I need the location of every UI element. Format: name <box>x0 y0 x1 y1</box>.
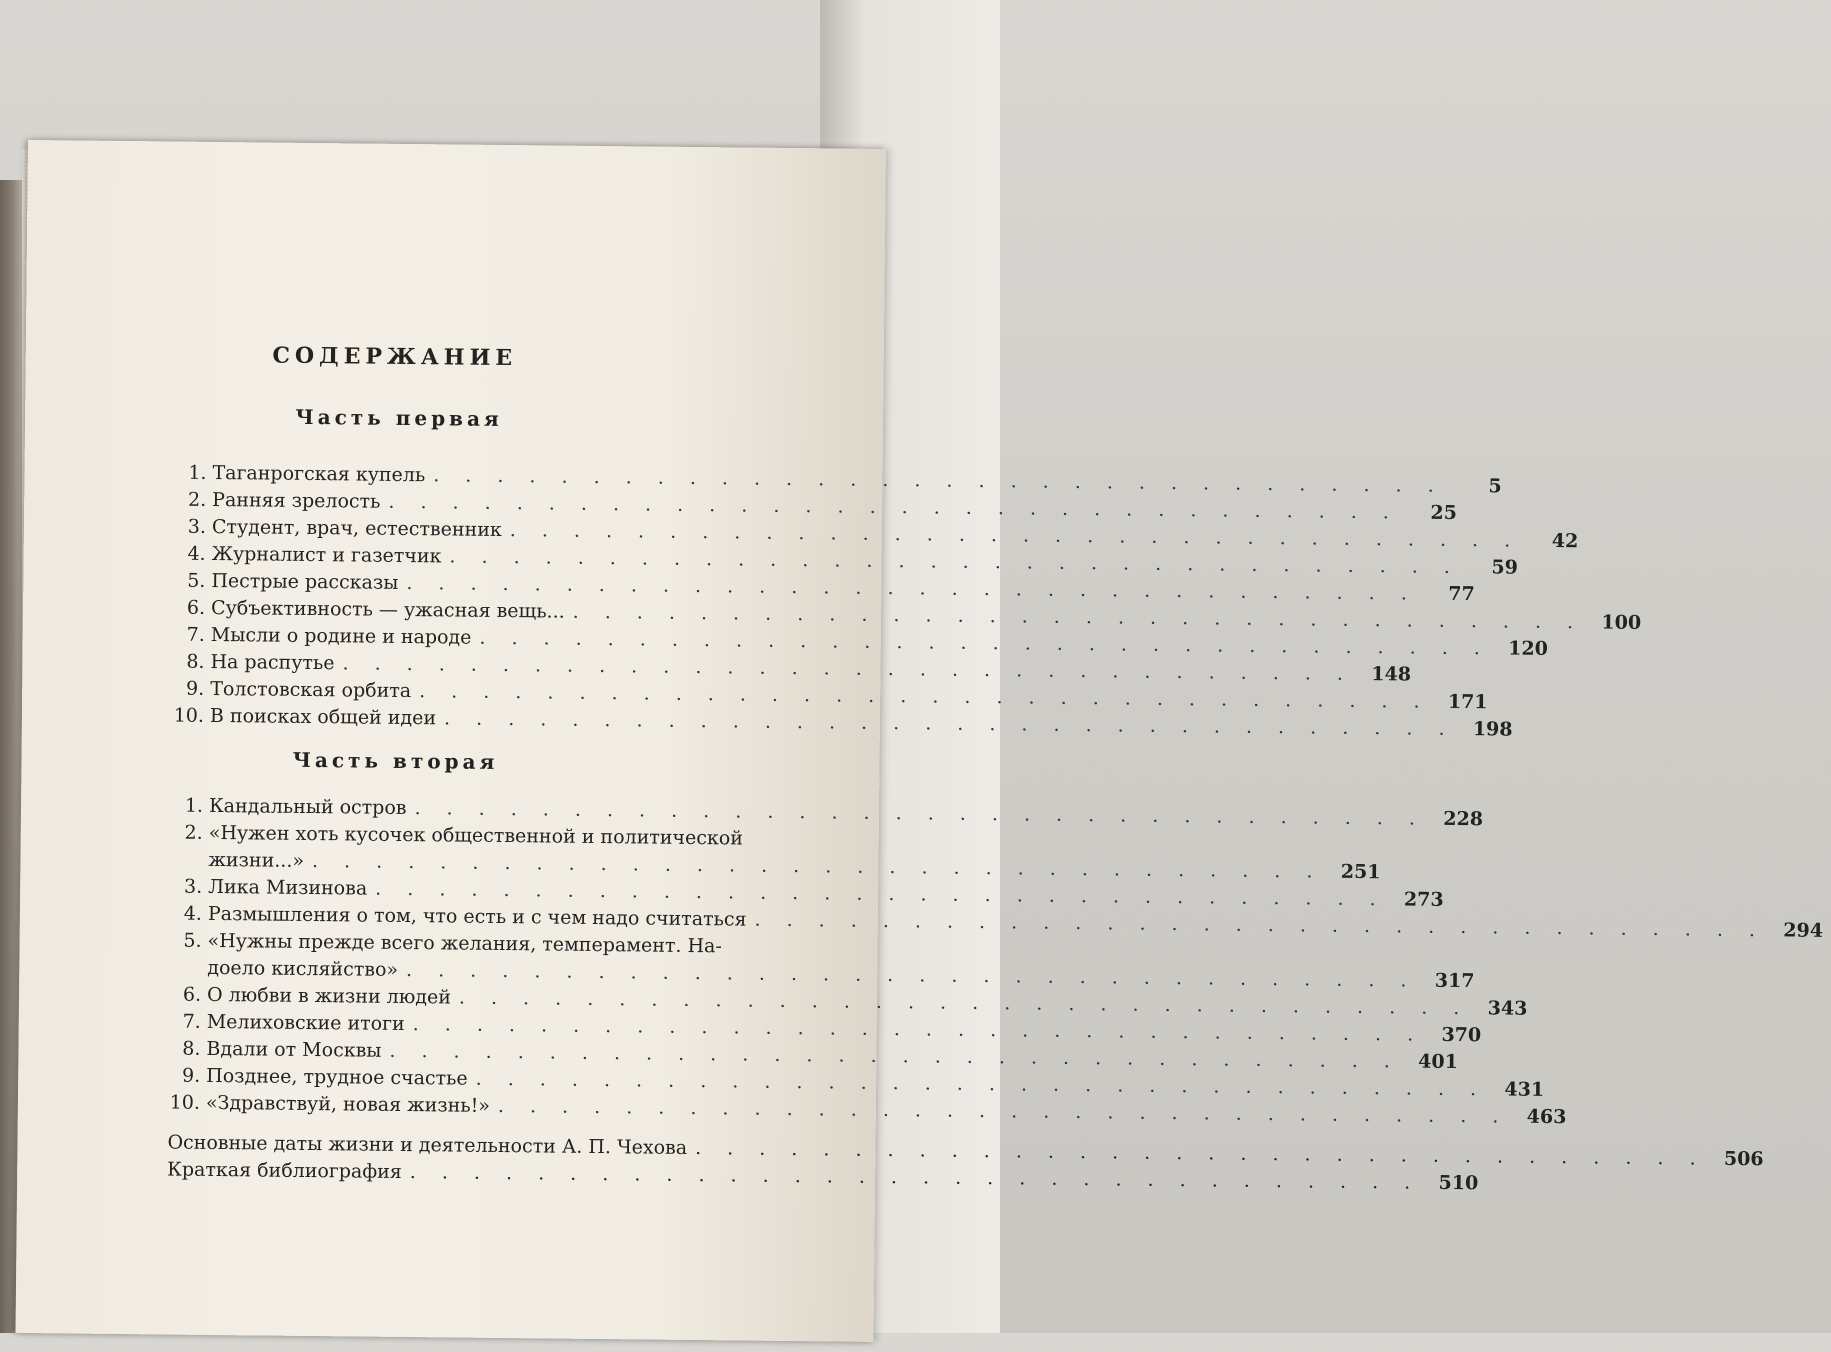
toc-entry-page: 148 <box>1361 663 1411 686</box>
toc-entry-number: 1. <box>171 795 209 817</box>
toc-dot-leader: . . . . . . . . . . . . . . . . . . . . . . . . . . . . . . . . <box>388 491 1399 524</box>
part-two-list <box>168 790 821 1121</box>
toc-entry-number: 9. <box>168 1065 206 1087</box>
toc-entry-page: 100 <box>1591 611 1641 634</box>
toc-dot-leader: . . . . . . . . . . . . . . . . . . . . . . . . . . . . . . . . <box>312 850 1323 883</box>
page-title: СОДЕРЖАНИЕ <box>0 339 824 374</box>
toc-entry-number: 9. <box>172 678 210 700</box>
toc-entry-number: 5. <box>173 570 211 592</box>
toc-entry-number: 2. <box>171 822 209 844</box>
toc-entry-title: Журналист и газетчик <box>212 543 442 567</box>
toc-dot-leader: . . . . . . . . . . . . . . . . . . . . . . . . . . . . . . . . <box>433 464 1444 497</box>
toc-entry-title: «Нужны прежде всего желания, темперамент. На- <box>208 930 722 957</box>
toc-dot-leader: . . . . . . . . . . . . . . . . . . . . . . . . . . . . . . . . <box>389 1040 1400 1073</box>
toc-dot-leader: . . . . . . . . . . . . . . . . . . . . . . . . . . . . . . . . <box>406 959 1417 992</box>
toc-entry-number: 10. <box>172 705 210 727</box>
toc-entry-number: 3. <box>170 876 208 898</box>
part-one-heading: Часть первая <box>0 401 828 434</box>
toc-entry-page: 510 <box>1428 1172 1478 1195</box>
toc-entry-page: 343 <box>1477 997 1527 1020</box>
toc-dot-leader: . . . . . . . . . . . . . . . . . . . . . . . . . . . . . . . . <box>695 1137 1706 1170</box>
appendix-list <box>167 1127 818 1188</box>
toc-entry-number: 10. <box>168 1092 206 1114</box>
toc-entry-title: В поисках общей идеи <box>210 705 436 729</box>
toc-entry-page: 59 <box>1468 556 1518 579</box>
toc-dot-leader: . . . . . . . . . . . . . . . . . . . . . . . . . . . . . . . . <box>406 572 1417 605</box>
toc-entry-title: «Нужен хоть кусочек общественной и политической <box>209 822 743 850</box>
toc-entry-number: 5. <box>170 930 208 952</box>
toc-entry-page: 42 <box>1528 530 1578 553</box>
toc-entry-title: жизни...» <box>208 849 304 872</box>
part-one-list <box>172 457 825 734</box>
toc-entry-title: Лика Мизинова <box>208 876 367 900</box>
toc-dot-leader: . . . . . . . . . . . . . . . . . . . . . . . . . . . . . . . . <box>754 909 1765 942</box>
toc-entry-title: Толстовская орбита <box>210 678 411 702</box>
toc-entry-title: Кандальный остров <box>209 795 407 819</box>
toc-dot-leader: . . . . . . . . . . . . . . . . . . . . . . . . . . . . . . . . <box>573 601 1584 634</box>
toc-dot-leader: . . . . . . . . . . . . . . . . . . . . . . . . . . . . . . . . <box>414 797 1425 830</box>
toc-entry-title: Субъективность — ужасная вещь... <box>211 597 565 623</box>
part-two-heading: Часть вторая <box>0 744 825 777</box>
toc-entry-title: Размышления о том, что есть и с чем надо считаться <box>208 903 747 931</box>
toc-entry-page: 317 <box>1424 970 1474 993</box>
toc-entry-page: 120 <box>1498 637 1548 660</box>
toc-entry-title: Позднее, трудное счастье <box>206 1065 468 1090</box>
toc-dot-leader: . . . . . . . . . . . . . . . . . . . . . . . . . . . . . . . . <box>419 680 1430 713</box>
toc-entry-title: «Здравствуй, новая жизнь!» <box>206 1092 490 1117</box>
toc-entry-title: Пестрые рассказы <box>211 570 398 594</box>
toc-entry-number: 7. <box>169 1011 207 1033</box>
toc-entry-title: Таганрогская купель <box>212 462 425 486</box>
book-page <box>16 140 886 1342</box>
toc-dot-leader: . . . . . . . . . . . . . . . . . . . . . . . . . . . . . . . . <box>498 1095 1509 1128</box>
toc-entry-number: 8. <box>172 651 210 673</box>
toc-entry-page: 77 <box>1425 583 1475 606</box>
toc-entry-title: Мелиховские итоги <box>207 1011 405 1035</box>
toc-entry-page: 5 <box>1452 475 1502 498</box>
toc-entry-page: 506 <box>1713 1148 1763 1171</box>
toc-entry-page: 370 <box>1431 1024 1481 1047</box>
toc-entry-page: 294 <box>1773 919 1823 942</box>
toc-entry-page: 251 <box>1330 861 1380 884</box>
toc-entry-title: Краткая библиография <box>167 1159 402 1183</box>
toc-entry-page: 401 <box>1408 1051 1458 1074</box>
toc-entry-title: Ранняя зрелость <box>212 489 380 513</box>
toc-entry-title: О любви в жизни людей <box>207 984 451 1009</box>
toc-entry-title: Студент, врач, естественник <box>212 516 502 541</box>
toc-entry-page: 198 <box>1462 718 1512 741</box>
toc-entry-title: доело кисляйство» <box>207 957 398 981</box>
toc-entry-number: 6. <box>173 597 211 619</box>
toc-dot-leader: . . . . . . . . . . . . . . . . . . . . . . . . . . . . . . . . <box>476 1068 1487 1101</box>
toc-entry-number: 6. <box>169 984 207 1006</box>
toc-entry-page: 171 <box>1437 691 1487 714</box>
toc-entry-number: 3. <box>174 516 212 538</box>
toc-entry-title: Основные даты жизни и деятельности А. П. Чехова <box>167 1132 687 1159</box>
toc-dot-leader: . . . . . . . . . . . . . . . . . . . . . . . . . . . . . . . . <box>510 519 1521 552</box>
toc-dot-leader: . . . . . . . . . . . . . . . . . . . . . . . . . . . . . . . . <box>342 652 1353 685</box>
toc-entry-number: 7. <box>173 624 211 646</box>
toc-dot-leader: . . . . . . . . . . . . . . . . . . . . . . . . . . . . . . . . <box>449 545 1460 578</box>
toc-entry-number: 8. <box>168 1038 206 1060</box>
toc-entry-title: Вдали от Москвы <box>206 1038 381 1062</box>
toc-entry-page: 273 <box>1394 888 1444 911</box>
toc-entry-page: 463 <box>1516 1106 1566 1129</box>
toc-entry-title: Мысли о родине и народе <box>211 624 472 649</box>
toc-dot-leader: . . . . . . . . . . . . . . . . . . . . . . . . . . . . . . . . <box>413 1013 1424 1046</box>
toc-entry-number: 2. <box>174 489 212 511</box>
toc-entry-page: 431 <box>1494 1078 1544 1101</box>
toc-dot-leader: . . . . . . . . . . . . . . . . . . . . . . . . . . . . . . . . <box>479 627 1490 660</box>
toc-entry-page: 25 <box>1407 501 1457 524</box>
toc-dot-leader: . . . . . . . . . . . . . . . . . . . . . . . . . . . . . . . . <box>459 987 1470 1020</box>
toc-dot-leader: . . . . . . . . . . . . . . . . . . . . . . . . . . . . . . . . <box>444 707 1455 740</box>
toc-entry-number: 4. <box>170 903 208 925</box>
toc-entry-title: На распутье <box>210 651 334 674</box>
toc-dot-leader: . . . . . . . . . . . . . . . . . . . . . . . . . . . . . . . . <box>375 878 1386 911</box>
toc-dot-leader: . . . . . . . . . . . . . . . . . . . . . . . . . . . . . . . . <box>410 1161 1421 1194</box>
toc-entry-page: 228 <box>1433 808 1483 831</box>
toc-entry-number: 4. <box>174 543 212 565</box>
toc-entry-number: 1. <box>174 462 212 484</box>
